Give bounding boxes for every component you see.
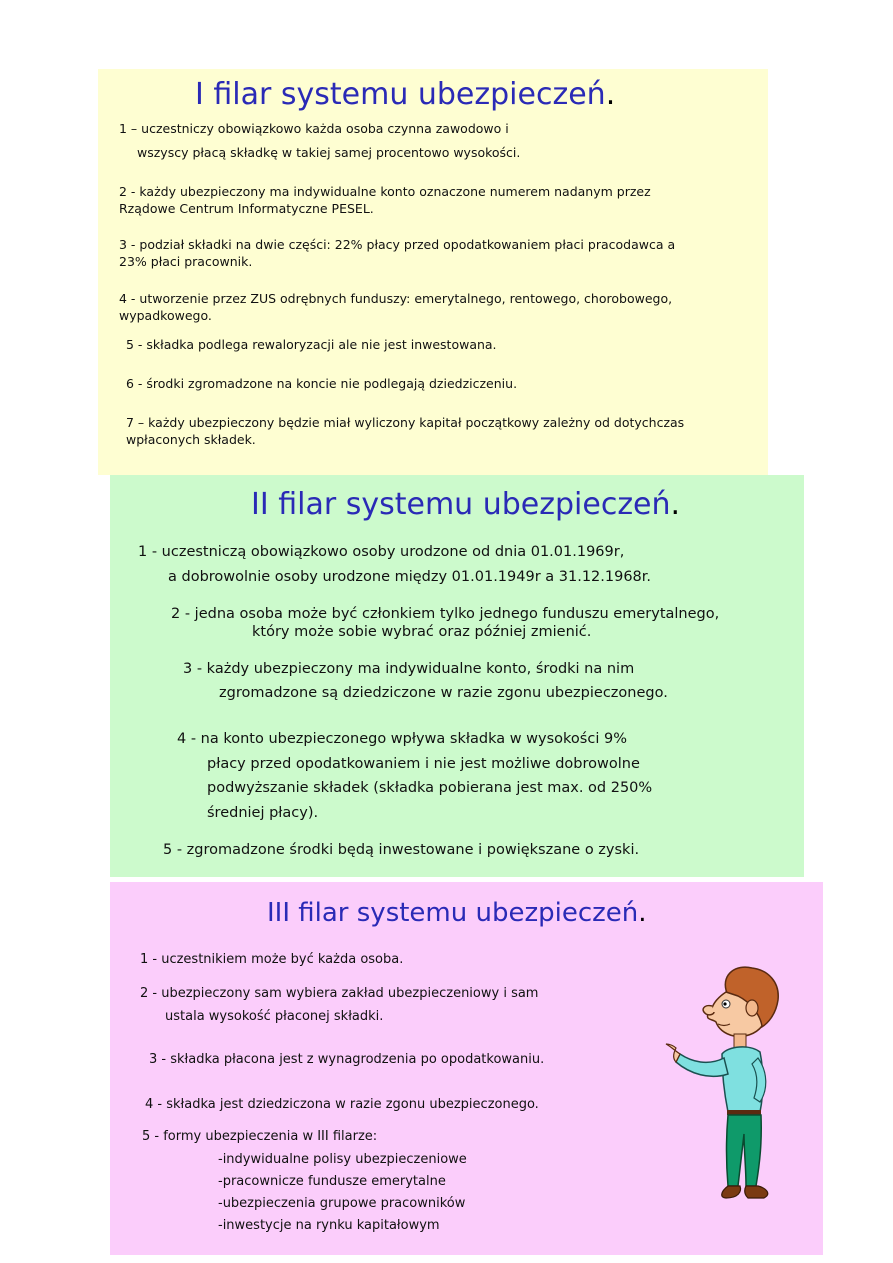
filar-1-line: wszyscy płacą składkę w takiej samej procentowo wysokości. — [137, 145, 521, 160]
filar-3-title: III filar systemu ubezpieczeń. — [267, 898, 647, 928]
filar-1-line: 4 - utworzenie przez ZUS odrębnych funduszy: emerytalnego, rentowego, chorobowego, — [119, 291, 673, 306]
filar-1-line: Rządowe Centrum Informatyczne PESEL. — [119, 201, 374, 216]
filar-1-line: 2 - każdy ubezpieczony ma indywidualne konto oznaczone numerem nadanym przez — [119, 184, 651, 199]
filar-1-title-text: I filar systemu ubezpieczeń — [195, 77, 606, 112]
filar-3-line: 1 - uczestnikiem może być każda osoba. — [140, 952, 404, 967]
filar-1-title: I filar systemu ubezpieczeń. — [195, 77, 616, 112]
filar-2-line: a dobrowolnie osoby urodzone między 01.01.1949r a 31.12.1968r. — [168, 569, 652, 585]
filar-3-title-text: III filar systemu ubezpieczeń — [267, 898, 639, 928]
filar-3-line: -ubezpieczenia grupowe pracowników — [218, 1196, 466, 1211]
filar-1-line: 23% płaci pracownik. — [119, 254, 253, 269]
filar-3-line: -inwestycje na rynku kapitałowym — [218, 1218, 440, 1233]
filar-1-line: 3 - podział składki na dwie części: 22% płacy przed opodatkowaniem płaci pracodawca a — [119, 237, 676, 252]
filar-3-line: 3 - składka płacona jest z wynagrodzenia po opodatkowaniu. — [149, 1052, 545, 1067]
filar-2-line: który może sobie wybrać oraz później zmienić. — [252, 624, 592, 640]
filar-3-line: ustala wysokość płaconej składki. — [165, 1009, 384, 1024]
filar-2-line: 4 - na konto ubezpieczonego wpływa składka w wysokości 9% — [177, 731, 627, 747]
filar-2-panel — [110, 475, 804, 877]
filar-2-line: 3 - każdy ubezpieczony ma indywidualne konto, środki na nim — [183, 661, 635, 677]
filar-2-line: podwyższanie składek (składka pobierana jest max. od 250% — [207, 780, 653, 796]
filar-2-line: 1 - uczestniczą obowiązkowo osoby urodzone od dnia 01.01.1969r, — [138, 544, 625, 560]
filar-2-line: 2 - jedna osoba może być członkiem tylko jednego funduszu emerytalnego, — [171, 606, 720, 622]
filar-3-line: 5 - formy ubezpieczenia w III filarze: — [142, 1129, 378, 1144]
filar-3-line: -indywidualne polisy ubezpieczeniowe — [218, 1152, 467, 1167]
filar-3-line: -pracownicze fundusze emerytalne — [218, 1174, 446, 1189]
filar-1-line: 5 - składka podlega rewaloryzacji ale nie jest inwestowana. — [126, 337, 497, 352]
filar-1-line: 6 - środki zgromadzone na koncie nie podlegają dziedziczeniu. — [126, 376, 518, 391]
filar-2-line: płacy przed opodatkowaniem i nie jest możliwe dobrowolne — [207, 756, 640, 772]
filar-2-line: zgromadzone są dziedziczone w razie zgonu ubezpieczonego. — [219, 685, 668, 701]
filar-1-line: wypadkowego. — [119, 308, 212, 323]
filar-1-line: 7 – każdy ubezpieczony będzie miał wyliczony kapitał początkowy zależny od dotychczas — [126, 415, 685, 430]
filar-1-panel — [98, 69, 768, 475]
filar-2-title-text: II filar systemu ubezpieczeń — [251, 487, 671, 522]
pointing-man-icon — [664, 962, 794, 1202]
filar-2-title: II filar systemu ubezpieczeń. — [251, 487, 681, 522]
filar-1-line: wpłaconych składek. — [126, 432, 256, 447]
filar-3-panel — [110, 882, 823, 1255]
filar-2-line: średniej płacy). — [207, 805, 319, 821]
filar-1-line: 1 – uczestniczy obowiązkowo każda osoba czynna zawodowo i — [119, 121, 509, 136]
filar-2-line: 5 - zgromadzone środki będą inwestowane i powiększane o zyski. — [163, 842, 640, 858]
filar-3-line: 4 - składka jest dziedziczona w razie zgonu ubezpieczonego. — [145, 1097, 539, 1112]
filar-3-line: 2 - ubezpieczony sam wybiera zakład ubezpieczeniowy i sam — [140, 986, 539, 1001]
